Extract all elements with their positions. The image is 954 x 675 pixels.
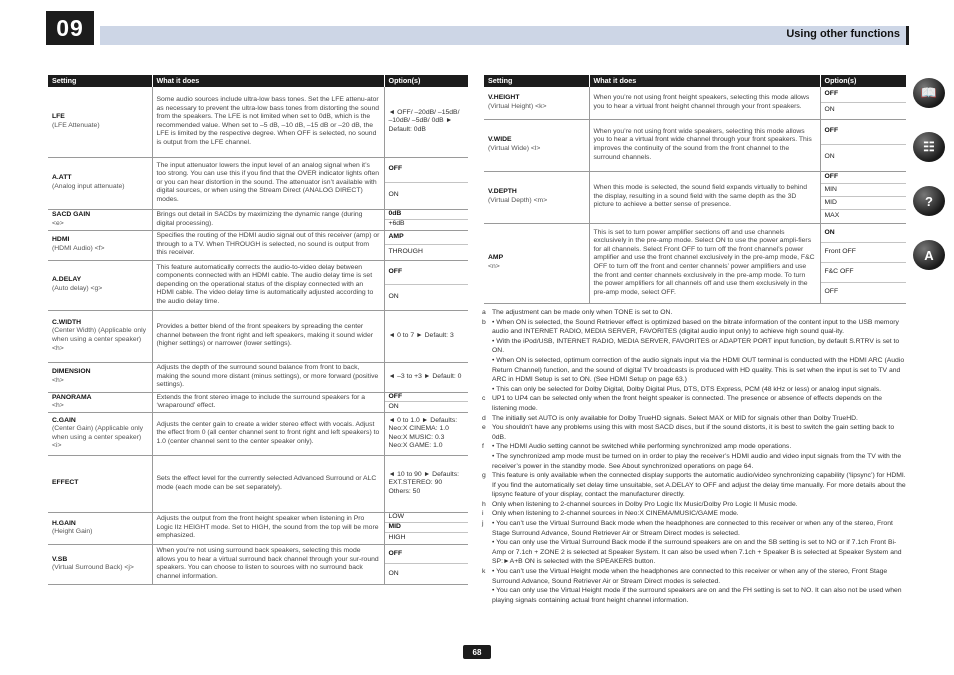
- option-list: [385, 393, 469, 412]
- setting-description: When you’re not using front height speakers, selecting this mode allows you to hear a virtual front height channel through your front speakers.: [589, 87, 820, 119]
- footnotes: [482, 308, 906, 605]
- footnote: [482, 509, 906, 519]
- table-row: [48, 310, 468, 362]
- table-row: [484, 171, 906, 223]
- footnote-text: • With the iPod/USB, INTERNET RADIO, MEDIA SERVER, FAVORITES or ADAPTER PORT input function, by default S.RTRV is set to ON.: [492, 337, 900, 355]
- setting-cell: [48, 455, 152, 512]
- setting-name: HDMI: [52, 236, 70, 244]
- footnote-key: [482, 586, 492, 605]
- footnote-key: [482, 337, 492, 356]
- table-row: [484, 119, 906, 171]
- footnote: [482, 500, 906, 510]
- option-list: [821, 172, 907, 223]
- option-range: ◄ OFF/ –20dB/ –15dB/ –10dB/ –5dB/ 0dB ► Default: 0dB: [388, 108, 460, 134]
- setting-cell: [484, 171, 589, 223]
- option-item: LOW: [385, 513, 469, 523]
- option-item: F&C OFF: [821, 263, 907, 283]
- setting-name: V.DEPTH: [488, 188, 517, 196]
- setting-description: Adjusts the output from the front height speaker when listening in Pro Logic IIz HEIGHT mode. Set to HIGH, the sound from the top will be more emphasized.: [152, 512, 384, 544]
- option-item: Front OFF: [821, 243, 907, 263]
- option-item: AMP: [385, 231, 469, 246]
- settings-table-right: [484, 75, 906, 304]
- book-icon[interactable]: 📖: [913, 78, 945, 108]
- setting-cell: [48, 412, 152, 455]
- option-list: [385, 231, 469, 260]
- setting-subtitle: <h>: [52, 377, 64, 384]
- col-header-what: What it does: [589, 75, 820, 87]
- option-item: ON: [388, 569, 399, 577]
- footnote: [482, 356, 906, 385]
- footnote-text: Only when listening to 2-channel sources in Neo:X CINEMA/MUSIC/GAME mode.: [492, 510, 739, 518]
- option-list: [821, 120, 907, 171]
- setting-subtitle: (Center Gain) (Applicable only when using a center speaker) <i>: [52, 425, 144, 450]
- footnote: [482, 337, 906, 356]
- setting-subtitle: <e>: [52, 219, 64, 227]
- page-number: 68: [463, 645, 491, 659]
- setting-cell: [48, 87, 152, 157]
- setting-options: [820, 87, 906, 119]
- option-item: ON: [388, 191, 399, 199]
- option-list: [385, 513, 469, 544]
- option-item: MID: [821, 197, 907, 210]
- setting-name: DIMENSION: [52, 368, 91, 376]
- setting-description: When you’re not using front wide speakers, selecting this mode allows you to hear a virtual front wide channel through your front speakers. This improves the continuity of the sound from the front channel to the surround channels.: [589, 119, 820, 171]
- footnote: [482, 385, 906, 395]
- footnote-key: [482, 356, 492, 385]
- setting-name: LFE: [52, 113, 65, 121]
- footnote-key: h: [482, 500, 486, 508]
- footnote-text: UP1 to UP4 can be selected only when the front height speaker is connected. The presence or absence of effects depends on the listening mode.: [492, 395, 883, 412]
- footnote-text: • This can only be selected for Dolby Digital, Dolby Digital Plus, DTS, DTS Express, PCM (48 kHz or less) or analog input signals.: [492, 385, 882, 393]
- option-list: [385, 210, 469, 230]
- setting-options: [384, 260, 468, 310]
- option-list: [821, 224, 907, 303]
- setting-description: When this mode is selected, the sound field expands virtually to behind the display, resulting in a sound field with the same depth as the 3D picture to achieve a better sense of presence.: [589, 171, 820, 223]
- footnote-text: This feature is only available when the connected display supports the automatic audio/video synchronizing capability (‘lipsync’) for HDMI. If you find the automatically set delay time unsuitable, set A.DELAY to OFF and adjust the delay time manually. For more details about the lipsync feature of your display, contact the manufacturer directly.: [492, 472, 906, 499]
- footnote-key: [482, 385, 492, 395]
- table-row: [484, 87, 906, 119]
- option-item: OFF: [821, 87, 907, 103]
- setting-options: [384, 209, 468, 230]
- option-item: MAX: [824, 211, 840, 219]
- option-item: HIGH: [388, 534, 406, 542]
- setting-description: Some audio sources include ultra-low bass tones. Set the LFE attenu-ator as necessary to prevent the ultra-low bass tones from distorting the sound from the speakers. The LFE is not limited when set to 0dB, which is the recommended value. When set to –5 dB, –10 dB, –15 dB or –20 dB, the LFE is limited by the respective degree. When OFF is selected, no sound is output from the LFE channel.: [152, 87, 384, 157]
- footnote-key: d: [482, 414, 486, 422]
- setting-subtitle: (HDMI Audio) <f>: [52, 245, 105, 252]
- footnote-text: • You can only use the Virtual Surround Back mode if the surround speakers are on and the SB setting is set to NO or if 7.1ch Front Bi-Amp or 7.1ch + ZONE 2 is selected at Speaker System. It can also be used when 7.1ch + Speaker B is selected at Speaker System and SP:►A+B ON is selected with the SPEAKERS button.: [492, 539, 902, 566]
- footnote-key: b: [482, 318, 486, 326]
- setting-options: [384, 392, 468, 412]
- setting-cell: [484, 119, 589, 171]
- option-item: OFF: [821, 120, 907, 146]
- option-range: ◄ –3 to +3 ► Default: 0: [388, 372, 462, 380]
- setting-name: PANORAMA: [52, 393, 92, 401]
- footnote-text: The initially set AUTO is only available for Dolby TrueHD signals. Select MAX or MID for signals other than Dolby TrueHD.: [492, 414, 858, 422]
- option-item: OFF: [385, 261, 469, 286]
- setting-description: Adjusts the depth of the surround sound balance from front to back, making the sound more distant (minus settings), or more forward (positive settings).: [152, 362, 384, 392]
- option-item: 0dB: [385, 210, 469, 220]
- setting-options: [384, 455, 468, 512]
- tools-icon[interactable]: ?: [913, 186, 945, 216]
- col-header-options: Option(s): [384, 75, 468, 87]
- footnote: [482, 586, 906, 605]
- setting-subtitle: (LFE Attenuate): [52, 121, 100, 129]
- footnote-text: • The HDMI Audio setting cannot be switched while performing synchronized amp mode operations.: [492, 443, 792, 451]
- table-row: [48, 362, 468, 392]
- setting-name: H.GAIN: [52, 519, 76, 527]
- option-item: OFF: [385, 158, 469, 184]
- setting-name: A.DELAY: [52, 276, 82, 284]
- option-item: MID: [385, 523, 469, 533]
- setting-subtitle: (Analog input attenuate): [52, 183, 125, 190]
- settings-table-left: [48, 75, 468, 585]
- setting-cell: [484, 87, 589, 119]
- table-row: [484, 223, 906, 303]
- setting-description: This is set to turn power amplifier sections off and use channels exclusively in the pre-amp mode. Select ON to use the power ampli-fiers for all channels. Select Front OFF to turn off the front channel’s power amplifier and use the front channel exclusively in the pre-amp mode, F&C OFF to turn off the front and center channels’ power amplifiers and use the front and center channels exclusively in the pre-amp mode. To turn the power amplifiers for all channels off and use them exclusively in the pre-amp mode, select OFF.: [589, 223, 820, 303]
- footnote-key: g: [482, 472, 486, 480]
- option-range: ◄ 0 to 7 ► Default: 3: [388, 331, 454, 339]
- setting-options: [384, 87, 468, 157]
- setting-options: [820, 223, 906, 303]
- option-item: +6dB: [388, 220, 405, 228]
- option-item: ON: [824, 106, 835, 114]
- setting-description: Adjusts the center gain to create a wider stereo effect with vocals. Adjust the effect from 0 (all center channel sent to front right and left speakers) to 1.0 (center channel sent to the center speaker only).: [152, 412, 384, 455]
- footnote: [482, 567, 906, 586]
- footnote: [482, 538, 906, 567]
- footnote: [482, 442, 906, 452]
- footnote: [482, 308, 906, 318]
- option-item: OFF: [385, 545, 469, 565]
- option-range: ◄ 0 to 1.0 ► Defaults: Neo:X CINEMA: 1.0 Neo:X MUSIC: 0.3 Neo:X GAME: 1.0: [388, 416, 458, 450]
- setting-subtitle: (Virtual Surround Back) <j>: [52, 564, 134, 572]
- setting-options: [384, 230, 468, 260]
- setting-options: [384, 362, 468, 392]
- footnote-key: i: [482, 510, 484, 518]
- footnote-text: • You can’t use the Virtual Height mode when the headphones are connected to this receiver or when any of the stereo, Front Stage Surround Advance, Sound Retriever Air or Stream Direct modes is selected.: [492, 568, 888, 585]
- col-header-what: What it does: [152, 75, 384, 87]
- footnote: [482, 452, 906, 471]
- setting-cell: [48, 230, 152, 260]
- option-list: [385, 261, 469, 310]
- footnote: [482, 318, 906, 337]
- section-title: Using other functions: [786, 28, 900, 40]
- footnote: [482, 519, 906, 538]
- setting-description: Sets the effect level for the currently selected Advanced Surround or ALC mode (each mode can be set separately).: [152, 455, 384, 512]
- option-item: ON: [821, 224, 907, 244]
- setting-options: [384, 512, 468, 544]
- footnote: [482, 423, 906, 442]
- chapter-number: 09: [46, 11, 94, 45]
- setting-subtitle: (Auto delay) <g>: [52, 285, 103, 292]
- footnote: [482, 394, 906, 413]
- setting-options: [384, 310, 468, 362]
- table-row: [48, 455, 468, 512]
- col-header-setting: Setting: [48, 75, 152, 87]
- footnote-text: Only when listening to 2-channel sources in Dolby Pro Logic IIx Music/Dolby Pro Logic II Music mode.: [492, 500, 798, 508]
- setting-subtitle: (Center Width) (Applicable only when using a center speaker) <h>: [52, 327, 147, 352]
- setting-name: A.ATT: [52, 174, 72, 182]
- option-item: OFF: [824, 288, 839, 296]
- table-row: [48, 412, 468, 455]
- footnote-key: a: [482, 309, 486, 316]
- option-item: OFF: [821, 172, 907, 185]
- setting-description: Provides a better blend of the front speakers by spreading the center channel between the front right and left speakers, making it sound wider (higher settings) or narrower (lower settings).: [152, 310, 384, 362]
- col-header-options: Option(s): [820, 75, 906, 87]
- footnote-key: k: [482, 568, 486, 576]
- table-row: [48, 392, 468, 412]
- footnote-text: You shouldn’t have any problems using this with most SACD discs, but if the sound distorts, it is best to switch the gain setting back to 0dB.: [492, 424, 895, 441]
- setting-description: Extends the front stereo image to include the surround speakers for a ‘wraparound’ effect.: [152, 392, 384, 412]
- setting-options: [384, 412, 468, 455]
- footnote-text: The adjustment can be made only when TONE is set to ON.: [492, 309, 673, 316]
- setting-name: SACD GAIN: [52, 210, 91, 218]
- footnote: [482, 414, 906, 424]
- setting-subtitle: (Height Gain): [52, 528, 93, 536]
- footnote-key: [482, 452, 492, 471]
- section-header-bar: [100, 26, 909, 45]
- option-item: ON: [388, 402, 399, 410]
- option-list: [385, 545, 469, 584]
- remote-icon[interactable]: ☷: [913, 132, 945, 162]
- setting-subtitle: <n>: [488, 263, 500, 270]
- option-item: ON: [388, 292, 399, 300]
- setting-options: [820, 171, 906, 223]
- index-icon[interactable]: A: [913, 240, 945, 270]
- footnote-text: • You can only use the Virtual Height mode if the surround speakers are on and the FH setting is set to NO. It can also not be used when playing signals containing actual front height channel information.: [492, 587, 902, 604]
- option-range: ◄ 10 to 90 ► Defaults: EXT.STEREO: 90 Others: 50: [388, 470, 460, 495]
- footnote-key: e: [482, 424, 486, 432]
- table-row: [48, 209, 468, 230]
- setting-description: Brings out detail in SACDs by maximizing the dynamic range (during digital processing).: [152, 209, 384, 230]
- setting-name: EFFECT: [52, 479, 79, 487]
- footnote-text: • When ON is selected, optimum correction of the audio signals input via the HDMI OUT terminal is conducted with the HDMI ARC (Audio Return Channel) function, and the sound of digital TV broadcasts is produced with HD quality. This is set when the input is set to TV and ARC in HDMI Setup is set to ON. (See HDMI Setup on page 63.): [492, 356, 905, 384]
- option-list: [385, 158, 469, 209]
- col-header-setting: Setting: [484, 75, 589, 87]
- setting-name: AMP: [488, 254, 504, 262]
- setting-cell: [48, 392, 152, 412]
- setting-cell: [48, 362, 152, 392]
- footnote-key: [482, 538, 492, 567]
- setting-cell: [48, 209, 152, 230]
- table-row: [48, 157, 468, 209]
- setting-description: This feature automatically corrects the audio-to-video delay between components connected with an HDMI cable. The audio delay time is set depending on the operational status of the display connected with an HDMI cable. The video delay time is automatically adjusted according to the audio delay time.: [152, 260, 384, 310]
- setting-name: C.GAIN: [52, 416, 76, 424]
- option-list: [821, 87, 907, 118]
- footnote-key: c: [482, 395, 486, 403]
- setting-description: The input attenuator lowers the input level of an analog signal when it’s too strong. You can use this if you find that the OVER indicator lights often or you can hear distortion in the sound. The attenuator isn’t available with digital sources, or when using the Stream Direct (ANALOG DIRECT) modes.: [152, 157, 384, 209]
- option-item: MIN: [821, 184, 907, 197]
- footnote-text: • The synchronized amp mode must be turned on in order to play the receiver’s HDMI audio and video input signals from the TV with the receiver’s power in the standby mode. See About synchronized operations on page 64.: [492, 452, 902, 470]
- setting-subtitle: (Virtual Depth) <m>: [488, 197, 548, 204]
- setting-name: V.WIDE: [488, 136, 512, 144]
- setting-subtitle: (Virtual Height) <k>: [488, 102, 547, 110]
- setting-name: C.WIDTH: [52, 318, 82, 326]
- setting-options: [820, 119, 906, 171]
- setting-cell: [48, 260, 152, 310]
- setting-name: V.HEIGHT: [488, 94, 520, 102]
- table-row: [48, 260, 468, 310]
- footnote-text: • You can’t use the Virtual Surround Back mode when the headphones are connected to this receiver or when any of the stereo, Front Stage Surround Advance, Sound Retriever Air or Stream Direct modes is selected.: [492, 520, 893, 537]
- setting-subtitle: (Virtual Wide) <l>: [488, 145, 541, 152]
- setting-options: [384, 157, 468, 209]
- setting-cell: [48, 310, 152, 362]
- setting-cell: [484, 223, 589, 303]
- option-item: OFF: [385, 393, 469, 403]
- footnote-key: j: [482, 520, 484, 528]
- option-item: ON: [824, 153, 835, 161]
- option-item: THROUGH: [388, 247, 423, 255]
- table-row: [48, 544, 468, 584]
- setting-description: Specifies the routing of the HDMI audio signal out of this receiver (amp) or through to a TV. When THROUGH is selected, no sound is output from this receiver.: [152, 230, 384, 260]
- table-row: [48, 230, 468, 260]
- setting-cell: [48, 512, 152, 544]
- setting-subtitle: <h>: [52, 402, 64, 410]
- setting-description: When you’re not using surround back speakers, selecting this mode allows you to hear a virtual surround back channel through your sur-round speakers. You can choose to listen to sources with no surround back channel information.: [152, 544, 384, 584]
- footnote: [482, 471, 906, 500]
- table-row: [48, 87, 468, 157]
- footnote-text: • When ON is selected, the Sound Retriever effect is optimized based on the bitrate information of the content input to the USB memory audio and INTERNET RADIO, MEDIA SERVER, FAVORITES (digital audio input only) to achieve high sound qual-ity.: [492, 318, 899, 336]
- setting-name: V.SB: [52, 555, 68, 563]
- footnote-key: f: [482, 443, 484, 451]
- setting-cell: [48, 544, 152, 584]
- table-row: [48, 512, 468, 544]
- setting-cell: [48, 157, 152, 209]
- setting-options: [384, 544, 468, 584]
